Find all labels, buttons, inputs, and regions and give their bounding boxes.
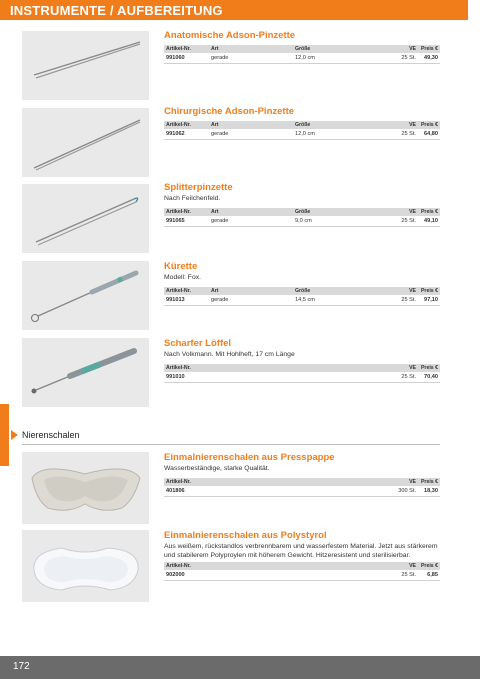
cell-art: gerade bbox=[211, 55, 229, 61]
cell-art-nr: 991010 bbox=[166, 373, 185, 380]
product-subtitle: Nach Volkmann. Mit Hohlheft, 17 cm Länge bbox=[164, 351, 295, 358]
cell-preis: 97,10 bbox=[424, 296, 438, 303]
table-header bbox=[164, 364, 440, 372]
col-preis: Preis € bbox=[420, 122, 438, 128]
table-header bbox=[164, 562, 440, 570]
col-groesse: Größe bbox=[295, 208, 311, 215]
footer-bar bbox=[0, 656, 480, 679]
forceps-icon bbox=[22, 184, 149, 253]
product-title: Chirurgische Adson-Pinzette bbox=[164, 106, 295, 117]
product-scharfer-loeffel bbox=[164, 338, 440, 383]
header-notch bbox=[468, 0, 480, 20]
cell-art: gerade bbox=[211, 131, 229, 137]
col-groesse: Größe bbox=[295, 46, 311, 52]
forceps-icon bbox=[22, 31, 149, 100]
cell-preis: 49,30 bbox=[424, 55, 438, 61]
product-title: Anatomische Adson-Pinzette bbox=[164, 30, 296, 41]
section-heading bbox=[11, 430, 80, 440]
col-preis: Preis € bbox=[420, 287, 438, 294]
product-kuerette bbox=[164, 261, 440, 306]
header-bar bbox=[0, 0, 480, 20]
cell-art-nr: 991062 bbox=[166, 131, 185, 137]
cell-art: gerade bbox=[211, 217, 229, 224]
product-nierenschale-presspappe bbox=[164, 452, 440, 497]
product-table bbox=[164, 45, 440, 64]
cell-groesse: 14,5 cm bbox=[295, 296, 315, 303]
col-ve: VE bbox=[409, 563, 416, 570]
table-header bbox=[164, 478, 440, 486]
col-ve: VE bbox=[409, 364, 416, 371]
product-table bbox=[164, 121, 440, 140]
table-header bbox=[164, 121, 440, 129]
sharp-spoon-icon bbox=[22, 338, 149, 407]
product-subtitle: Nach Feilchenfeld. bbox=[164, 195, 221, 202]
product-image-adson-anatomical bbox=[22, 31, 149, 100]
col-art-nr: Artikel-Nr. bbox=[166, 122, 191, 128]
section-divider bbox=[22, 444, 440, 445]
col-preis: Preis € bbox=[420, 478, 438, 485]
cell-art-nr: 401806 bbox=[166, 487, 185, 494]
product-title: Kürette bbox=[164, 261, 198, 272]
cell-ve: 25 St. bbox=[401, 296, 416, 303]
cell-art-nr: 991060 bbox=[166, 55, 185, 61]
product-adson-surgical bbox=[164, 106, 440, 140]
cell-preis: 18,30 bbox=[424, 487, 438, 494]
col-ve: VE bbox=[409, 478, 416, 485]
product-image-kuerette bbox=[22, 261, 149, 330]
table-row bbox=[164, 486, 440, 497]
col-art-nr: Artikel-Nr. bbox=[166, 364, 191, 371]
cell-ve: 25 St. bbox=[401, 217, 416, 224]
cell-art-nr: 902000 bbox=[166, 572, 185, 579]
col-art-nr: Artikel-Nr. bbox=[166, 478, 191, 485]
table-row bbox=[164, 295, 440, 306]
col-ve: VE bbox=[409, 122, 416, 128]
table-row bbox=[164, 372, 440, 383]
product-table bbox=[164, 287, 440, 306]
cell-ve: 300 St. bbox=[398, 487, 416, 494]
product-image-nierenschale-polystyrol bbox=[22, 530, 149, 602]
product-table bbox=[164, 562, 440, 581]
cell-groesse: 9,0 cm bbox=[295, 217, 312, 224]
col-art-nr: Artikel-Nr. bbox=[166, 46, 191, 52]
col-preis: Preis € bbox=[420, 563, 438, 570]
product-subtitle: Aus weißem, rückstandlos verbrennbarem und wasserfestem Material. Jetzt aus stärkerem und stabilerem Polyproylen mit höherem Gewicht. Hitzeresistent und sterilisierbar. bbox=[164, 543, 438, 559]
page-header-title: INSTRUMENTE / AUFBEREITUNG bbox=[10, 3, 223, 18]
cell-groesse: 12,0 cm bbox=[295, 131, 315, 137]
cell-preis: 49,10 bbox=[424, 217, 438, 224]
table-header bbox=[164, 287, 440, 295]
product-image-splitter bbox=[22, 184, 149, 253]
table-header bbox=[164, 208, 440, 216]
col-art-nr: Artikel-Nr. bbox=[166, 287, 191, 294]
cell-ve: 25 St. bbox=[401, 572, 416, 579]
product-image-scharfer-loeffel bbox=[22, 338, 149, 407]
col-preis: Preis € bbox=[420, 46, 438, 52]
cell-art-nr: 991013 bbox=[166, 296, 185, 303]
product-title: Einmalnierenschalen aus Polystyrol bbox=[164, 530, 327, 541]
col-groesse: Größe bbox=[295, 122, 311, 128]
product-image-adson-surgical bbox=[22, 108, 149, 177]
col-art: Art bbox=[211, 287, 219, 294]
table-row bbox=[164, 216, 440, 227]
product-nierenschale-polystyrol bbox=[164, 530, 440, 581]
product-splitter bbox=[164, 182, 440, 227]
product-table bbox=[164, 478, 440, 497]
side-tab-marker bbox=[0, 404, 9, 466]
col-ve: VE bbox=[409, 287, 416, 294]
kidney-dish-icon bbox=[22, 530, 149, 602]
kidney-dish-icon bbox=[22, 452, 149, 524]
table-row bbox=[164, 570, 440, 581]
cell-preis: 64,80 bbox=[424, 131, 438, 137]
product-subtitle: Modell: Fox. bbox=[164, 274, 202, 281]
section-title: Nierenschalen bbox=[22, 430, 80, 440]
cell-ve: 25 St. bbox=[401, 55, 416, 61]
cell-preis: 6,85 bbox=[427, 572, 438, 579]
cell-ve: 25 St. bbox=[401, 373, 416, 380]
cell-art: gerade bbox=[211, 296, 229, 303]
col-art: Art bbox=[211, 208, 219, 215]
table-row bbox=[164, 53, 440, 64]
product-adson-anatomical bbox=[164, 30, 440, 64]
table-row bbox=[164, 129, 440, 140]
cell-ve: 25 St. bbox=[401, 131, 416, 137]
triangle-arrow-icon bbox=[11, 430, 18, 440]
col-art: Art bbox=[211, 46, 219, 52]
forceps-icon bbox=[22, 108, 149, 177]
col-preis: Preis € bbox=[420, 208, 438, 215]
table-header bbox=[164, 45, 440, 53]
cell-art-nr: 991065 bbox=[166, 217, 185, 224]
product-table bbox=[164, 364, 440, 383]
product-image-nierenschale-presspappe bbox=[22, 452, 149, 524]
col-art-nr: Artikel-Nr. bbox=[166, 563, 191, 570]
product-title: Splitterpinzette bbox=[164, 182, 233, 193]
page-number: 172 bbox=[13, 661, 30, 672]
col-art: Art bbox=[211, 122, 219, 128]
curette-icon bbox=[22, 261, 149, 330]
cell-preis: 70,40 bbox=[424, 373, 438, 380]
cell-groesse: 12,0 cm bbox=[295, 55, 315, 61]
product-table bbox=[164, 208, 440, 227]
col-ve: VE bbox=[409, 208, 416, 215]
col-ve: VE bbox=[409, 46, 416, 52]
col-groesse: Größe bbox=[295, 287, 311, 294]
product-title: Einmalnierenschalen aus Presspappe bbox=[164, 452, 335, 463]
col-preis: Preis € bbox=[420, 364, 438, 371]
product-title: Scharfer Löffel bbox=[164, 338, 232, 349]
product-subtitle: Wasserbeständige, starke Qualität. bbox=[164, 465, 270, 472]
col-art-nr: Artikel-Nr. bbox=[166, 208, 191, 215]
